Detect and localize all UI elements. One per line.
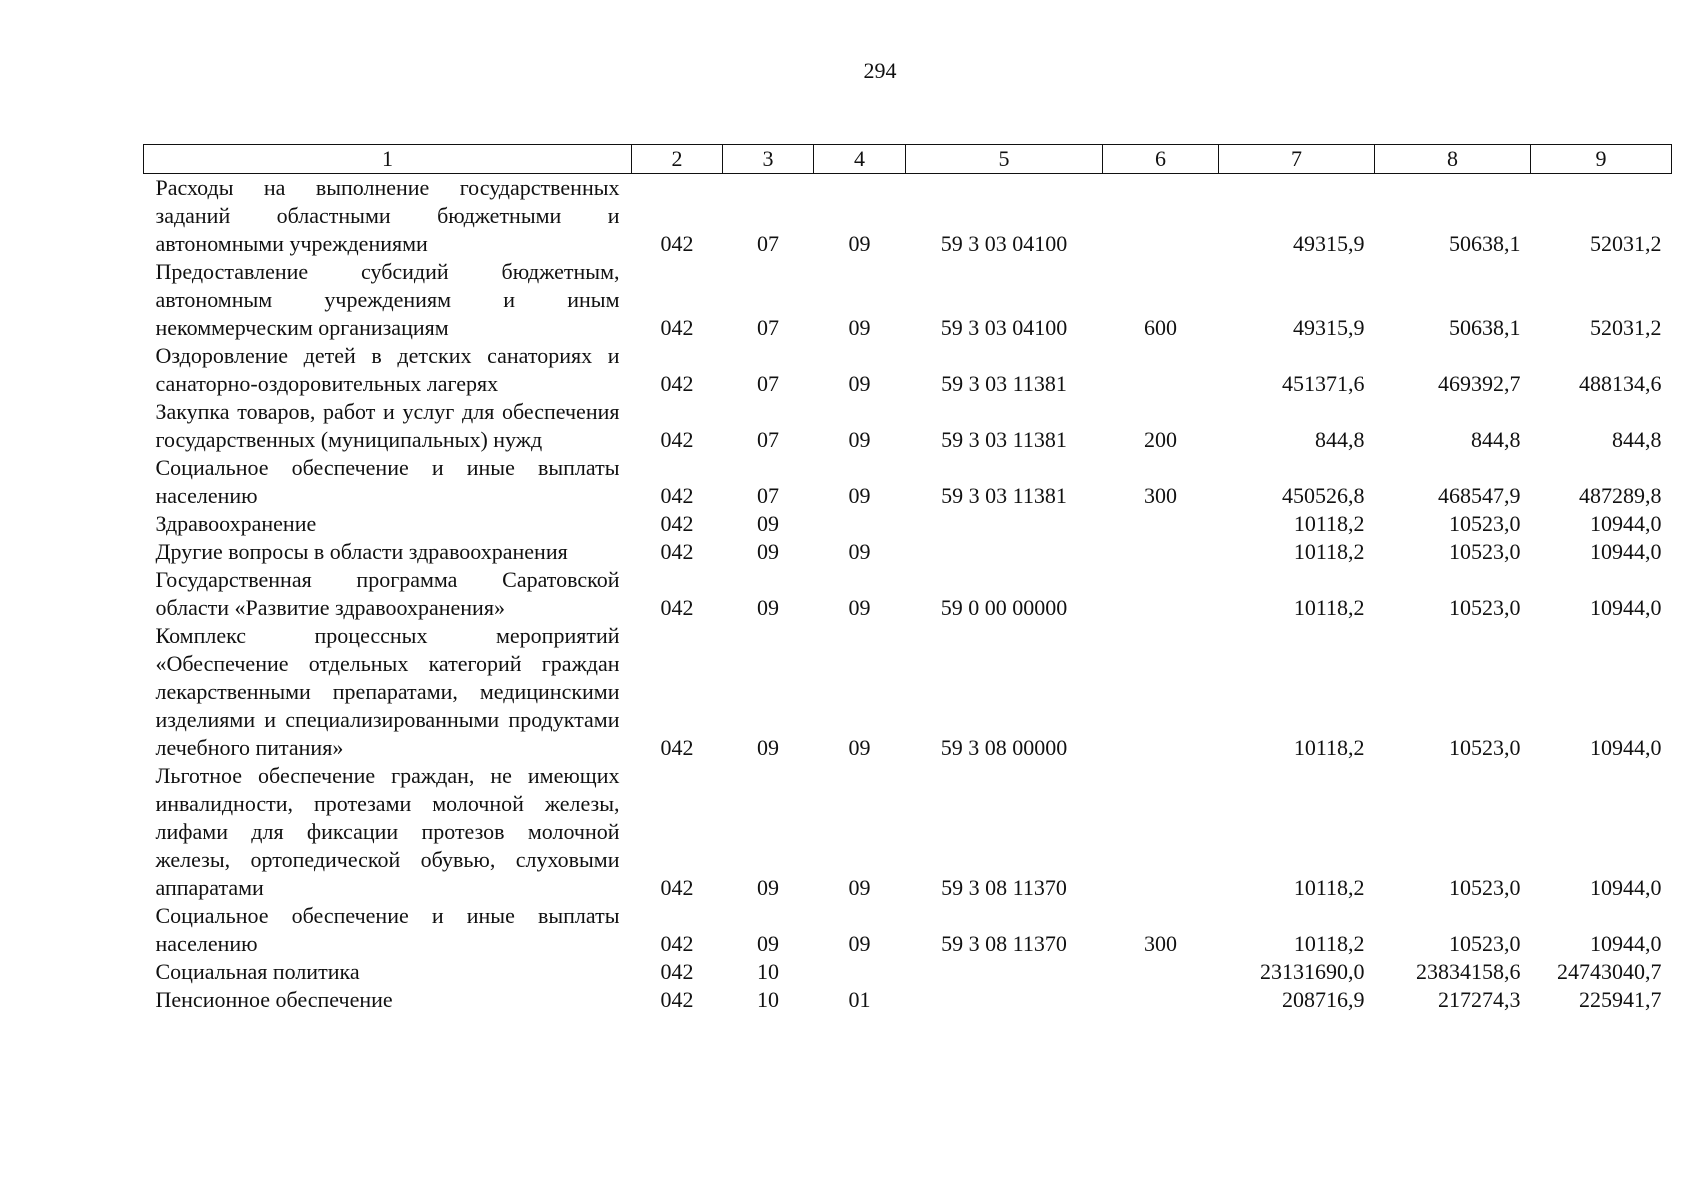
section-cell: 07 <box>757 427 779 452</box>
expense-type-cell <box>1103 958 1219 986</box>
subsection-cell: 09 <box>848 735 871 760</box>
expense-type-cell <box>1103 566 1219 622</box>
row-name-cell: Здравоохранение <box>155 511 317 536</box>
amount-cell: 450526,8 <box>1282 483 1365 508</box>
table-row <box>144 986 1672 1014</box>
amount-cell: 225941,7 <box>1579 987 1662 1012</box>
header-cell: 9 <box>1531 145 1672 174</box>
amount-cell: 52031,2 <box>1590 315 1662 340</box>
table-row <box>144 538 1672 566</box>
amount-cell: 468547,9 <box>1438 483 1521 508</box>
amount-cell: 469392,7 <box>1438 371 1521 396</box>
header-cell: 6 <box>1103 145 1219 174</box>
section-cell: 07 <box>757 315 779 340</box>
amount-cell: 10944,0 <box>1590 735 1662 760</box>
amount-cell: 50638,1 <box>1449 231 1521 256</box>
amount-cell: 487289,8 <box>1579 483 1662 508</box>
amount-cell: 10523,0 <box>1449 595 1521 620</box>
section-cell: 09 <box>757 735 779 760</box>
table-row <box>144 342 1672 398</box>
table-row <box>144 622 1672 762</box>
amount-cell: 49315,9 <box>1293 315 1365 340</box>
admin-code-cell: 042 <box>660 315 694 340</box>
amount-cell: 10118,2 <box>1293 539 1365 564</box>
row-name-cell: Пенсионное обеспечение <box>155 987 393 1012</box>
amount-cell: 10523,0 <box>1449 931 1521 956</box>
row-name-cell: Другие вопросы в области здравоохранения <box>155 539 568 564</box>
section-cell: 09 <box>757 595 779 620</box>
amount-cell: 10118,2 <box>1293 595 1365 620</box>
expense-type-cell <box>1103 986 1219 1014</box>
row-name-cell: Социальное обеспечение и иные выплаты населению <box>155 455 620 508</box>
section-cell: 07 <box>757 371 779 396</box>
amount-cell: 844,8 <box>1612 427 1662 452</box>
amount-cell: 23834158,6 <box>1416 959 1521 984</box>
amount-cell: 10523,0 <box>1449 511 1521 536</box>
table-row <box>144 902 1672 958</box>
target-article-cell <box>906 986 1103 1014</box>
subsection-cell <box>814 958 906 986</box>
amount-cell: 488134,6 <box>1579 371 1662 396</box>
amount-cell: 50638,1 <box>1449 315 1521 340</box>
subsection-cell: 09 <box>848 483 871 508</box>
target-article-cell: 59 0 00 00000 <box>940 595 1068 620</box>
amount-cell: 49315,9 <box>1293 231 1365 256</box>
admin-code-cell: 042 <box>660 875 694 900</box>
subsection-cell <box>814 510 906 538</box>
expense-type-cell <box>1103 174 1219 259</box>
expense-type-cell <box>1103 510 1219 538</box>
admin-code-cell: 042 <box>660 231 694 256</box>
amount-cell: 10944,0 <box>1590 931 1662 956</box>
admin-code-cell: 042 <box>660 595 694 620</box>
table-row <box>144 510 1672 538</box>
table-row <box>144 566 1672 622</box>
amount-cell: 217274,3 <box>1438 987 1521 1012</box>
subsection-cell: 09 <box>848 427 871 452</box>
row-name-cell: Льготное обеспечение граждан, не имеющих инвалидности, протезами молочной железы, лифами для фиксации протезов молочной железы, ортопедической обувью, слуховыми аппаратами <box>155 763 620 900</box>
section-cell: 07 <box>757 483 779 508</box>
amount-cell: 208716,9 <box>1282 987 1365 1012</box>
header-row <box>144 145 1672 174</box>
amount-cell: 52031,2 <box>1590 231 1662 256</box>
amount-cell: 10523,0 <box>1449 735 1521 760</box>
row-name-cell: Социальное обеспечение и иные выплаты населению <box>155 903 620 956</box>
admin-code-cell: 042 <box>660 483 694 508</box>
section-cell: 09 <box>757 931 779 956</box>
amount-cell: 10118,2 <box>1293 875 1365 900</box>
amount-cell: 24743040,7 <box>1557 959 1662 984</box>
expense-type-cell: 600 <box>1144 315 1177 340</box>
amount-cell: 451371,6 <box>1282 371 1365 396</box>
target-article-cell: 59 3 08 11370 <box>941 931 1067 956</box>
admin-code-cell: 042 <box>660 987 694 1012</box>
table-row <box>144 398 1672 454</box>
section-cell: 09 <box>757 875 779 900</box>
row-name-cell: Расходы на выполнение государственных заданий областными бюджетными и автономными учреждениями <box>155 175 620 256</box>
amount-cell: 10944,0 <box>1590 875 1662 900</box>
amount-cell: 10944,0 <box>1590 595 1662 620</box>
section-cell: 09 <box>757 539 779 564</box>
subsection-cell: 09 <box>848 539 871 564</box>
target-article-cell: 59 3 03 11381 <box>941 371 1067 396</box>
row-name-cell: Закупка товаров, работ и услуг для обеспечения государственных (муниципальных) нужд <box>155 399 620 452</box>
target-article-cell: 59 3 03 04100 <box>940 315 1068 340</box>
amount-cell: 10944,0 <box>1590 539 1662 564</box>
target-article-cell: 59 3 03 04100 <box>940 231 1068 256</box>
subsection-cell: 09 <box>848 931 871 956</box>
header-cell: 2 <box>632 145 723 174</box>
subsection-cell: 09 <box>848 875 871 900</box>
amount-cell: 10118,2 <box>1293 735 1365 760</box>
row-name-cell: Комплекс процессных мероприятий «Обеспечение отдельных категорий граждан лекарственными препаратами, медицинскими изделиями и специализированными продуктами лечебного питания» <box>155 623 620 760</box>
header-cell: 5 <box>906 145 1103 174</box>
expense-type-cell: 300 <box>1144 931 1177 956</box>
target-article-cell: 59 3 03 11381 <box>941 483 1067 508</box>
amount-cell: 10944,0 <box>1590 511 1662 536</box>
subsection-cell: 09 <box>848 595 871 620</box>
admin-code-cell: 042 <box>660 427 694 452</box>
section-cell: 09 <box>757 511 779 536</box>
admin-code-cell: 042 <box>660 371 694 396</box>
table-row <box>144 762 1672 902</box>
expense-type-cell: 300 <box>1144 483 1177 508</box>
section-cell: 10 <box>757 959 779 984</box>
admin-code-cell: 042 <box>660 539 694 564</box>
subsection-cell: 01 <box>848 987 871 1012</box>
table-row <box>144 258 1672 342</box>
table-row <box>144 454 1672 510</box>
amount-cell: 10118,2 <box>1293 511 1365 536</box>
expense-type-cell <box>1103 538 1219 566</box>
table-row <box>144 174 1672 259</box>
admin-code-cell: 042 <box>660 931 694 956</box>
expense-type-cell: 200 <box>1144 427 1177 452</box>
header-cell: 3 <box>723 145 814 174</box>
amount-cell: 10523,0 <box>1449 875 1521 900</box>
target-article-cell: 59 3 08 00000 <box>940 735 1068 760</box>
amount-cell: 844,8 <box>1471 427 1521 452</box>
amount-cell: 10523,0 <box>1449 539 1521 564</box>
expense-type-cell <box>1103 342 1219 398</box>
subsection-cell: 09 <box>848 231 871 256</box>
section-cell: 10 <box>757 987 779 1012</box>
table-row <box>144 958 1672 986</box>
target-article-cell: 59 3 03 11381 <box>941 427 1067 452</box>
amount-cell: 10118,2 <box>1293 931 1365 956</box>
expense-type-cell <box>1103 762 1219 902</box>
header-cell: 4 <box>814 145 906 174</box>
row-name-cell: Социальная политика <box>155 959 360 984</box>
amount-cell: 23131690,0 <box>1260 959 1365 984</box>
section-cell: 07 <box>757 231 779 256</box>
amount-cell: 844,8 <box>1315 427 1365 452</box>
admin-code-cell: 042 <box>660 735 694 760</box>
row-name-cell: Государственная программа Саратовской области «Развитие здравоохранения» <box>155 567 620 620</box>
admin-code-cell: 042 <box>660 959 694 984</box>
page-number: 294 <box>863 58 897 83</box>
admin-code-cell: 042 <box>660 511 694 536</box>
header-cell: 1 <box>144 145 632 174</box>
header-cell: 7 <box>1219 145 1375 174</box>
row-name-cell: Предоставление субсидий бюджетным, автономным учреждениям и иным некоммерческим организациям <box>155 259 620 340</box>
target-article-cell <box>906 510 1103 538</box>
target-article-cell <box>906 958 1103 986</box>
expense-type-cell <box>1103 622 1219 762</box>
subsection-cell: 09 <box>848 315 871 340</box>
header-cell: 8 <box>1375 145 1531 174</box>
row-name-cell: Оздоровление детей в детских санаториях и санаторно-оздоровительных лагерях <box>155 343 620 396</box>
budget-table <box>143 144 1672 1014</box>
target-article-cell: 59 3 08 11370 <box>941 875 1067 900</box>
subsection-cell: 09 <box>848 371 871 396</box>
target-article-cell <box>906 538 1103 566</box>
